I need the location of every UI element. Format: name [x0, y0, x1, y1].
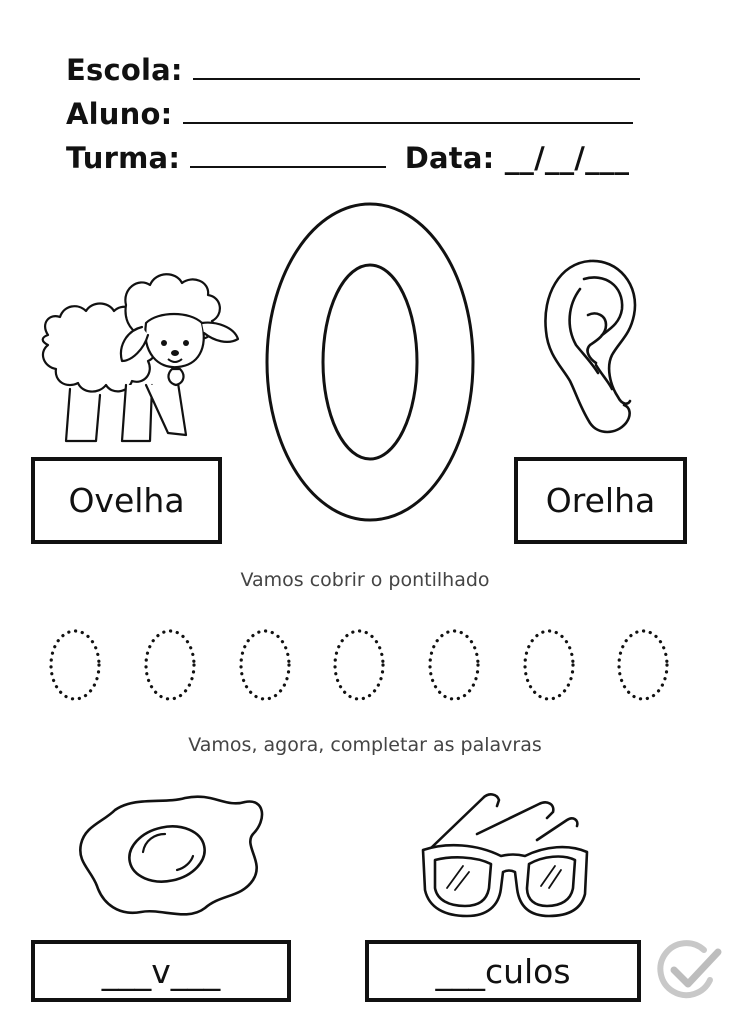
dotted-o-7 [619, 631, 667, 699]
dotted-o-4 [335, 631, 383, 699]
word-box-blank-2[interactable] [365, 940, 641, 1002]
checkmark-icon [660, 940, 724, 1000]
big-letter-o [260, 200, 480, 530]
student-label: Aluno: [66, 97, 173, 131]
word-ovelha: Ovelha [68, 481, 185, 520]
word-orelha: Orelha [545, 481, 656, 520]
dotted-o-3 [241, 631, 289, 699]
class-field[interactable] [190, 140, 386, 168]
fried-egg-illustration [75, 790, 270, 925]
dotted-o-2 [146, 631, 194, 699]
ear-illustration [540, 255, 640, 440]
dotted-o-5 [430, 631, 478, 699]
word-box-blank-1[interactable] [31, 940, 291, 1002]
date-blank[interactable]: __/__/___ [504, 141, 630, 175]
glasses-illustration [417, 790, 592, 920]
word-box-ovelha [31, 457, 222, 544]
student-line [66, 96, 633, 132]
date-label: Data: [404, 141, 495, 175]
sheep-illustration [30, 265, 245, 450]
school-line [66, 52, 640, 88]
school-field[interactable] [193, 52, 640, 80]
dotted-o-row[interactable] [0, 625, 730, 715]
school-label: Escola: [66, 53, 183, 87]
dotted-o-1 [51, 631, 99, 699]
student-field[interactable] [183, 96, 633, 124]
class-label: Turma: [66, 141, 181, 175]
trace-instruction: Vamos cobrir o pontilhado [240, 569, 490, 591]
word-box-orelha [514, 457, 687, 544]
word-blank-2: ___culos [435, 951, 571, 991]
complete-instruction: Vamos, agora, completar as palavras [188, 734, 542, 756]
dotted-o-6 [525, 631, 573, 699]
word-blank-1: ___v___ [101, 951, 221, 991]
class-date-line [66, 140, 629, 176]
